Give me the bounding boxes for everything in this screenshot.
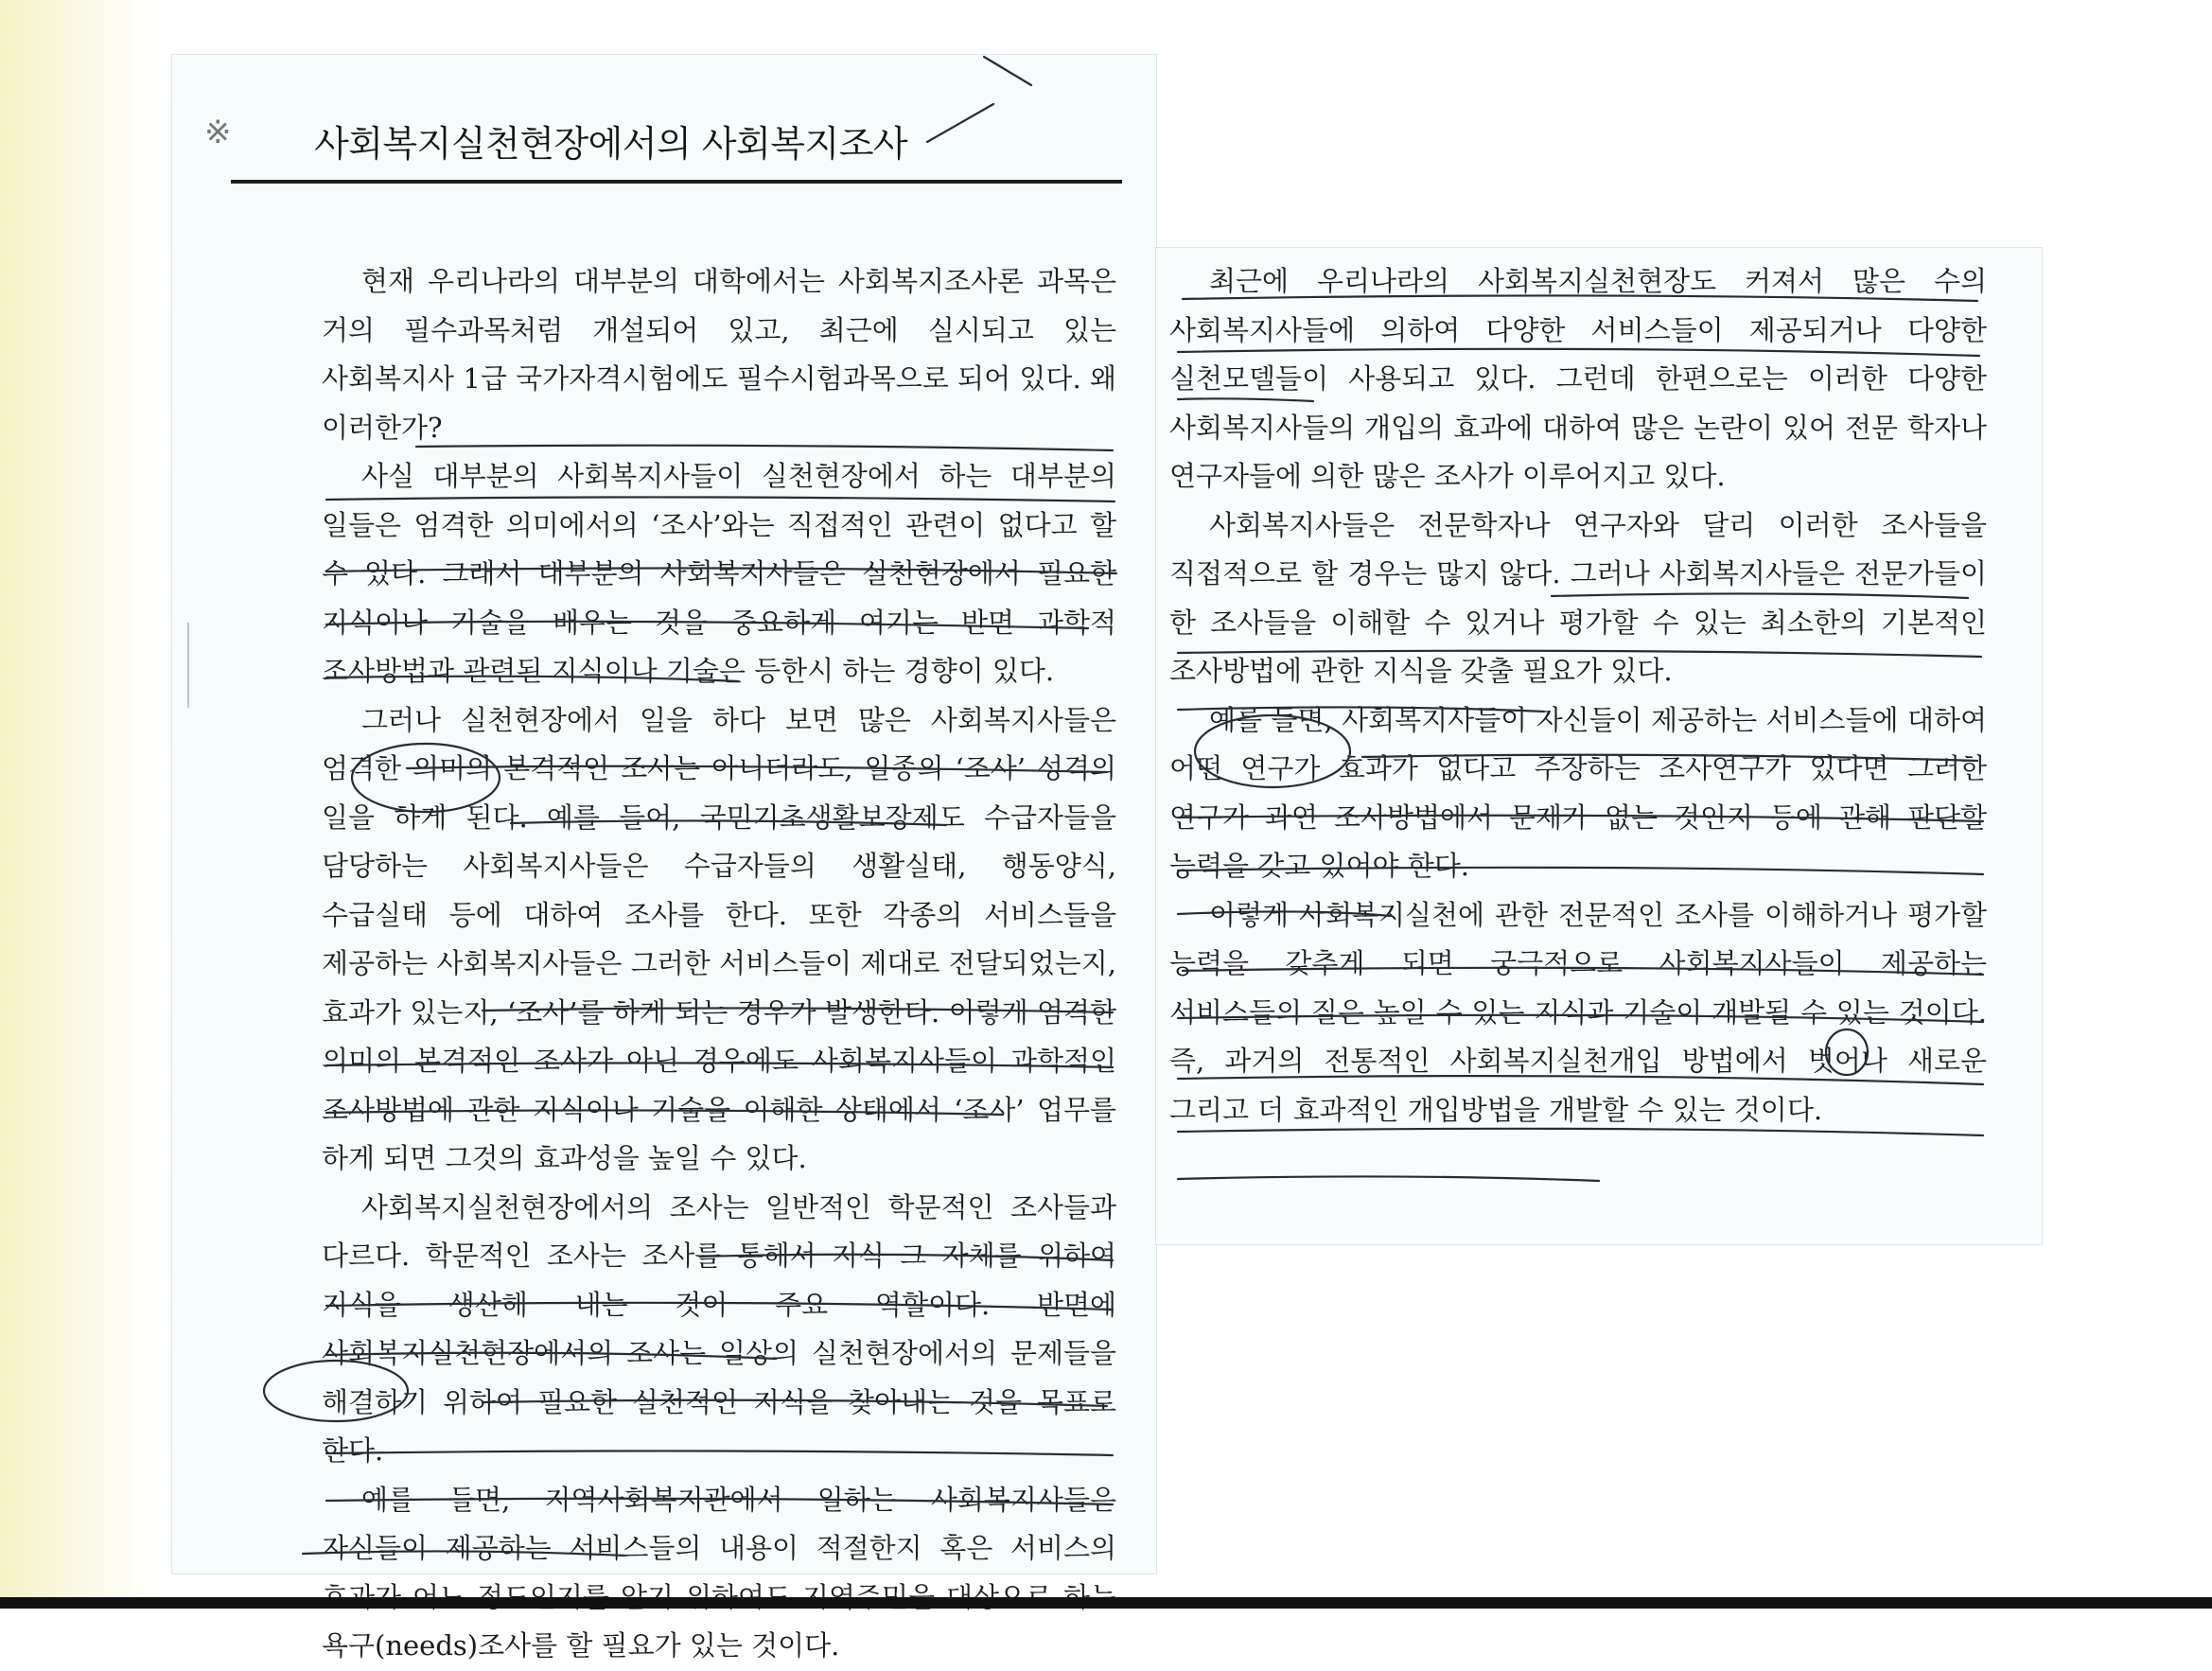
paragraph: 사실 대부분의 사회복지사들이 실천현장에서 하는 대부분의 일들은 엄격한 의미에서의 ‘조사’와는 직접적인 관련이 없다고 할 수 있다. 그래서 대부분의 사회복지사들은 실천현장에서 필요한 지식이나 기술을 배우는 것을 중요하게 여기는 반면 과학적 조사방법과 관련된 지식이나 기술은 등한시 하는 경향이 있다. — [322, 460, 1116, 687]
header-smudge-mark: ※ — [204, 114, 232, 151]
scanner-bottom-edge — [0, 1597, 2212, 1609]
paragraph: 사회복지사들은 전문학자나 연구자와 달리 이러한 조사들을 직접적으로 할 경우는 많지 않다. 그러나 사회복지사들은 전문가들이 한 조사들을 이해할 수 있거나 평가할 수 있는 최소한의 기본적인 조사방법에 관한 지식을 갖출 필요가 있다. — [1169, 508, 1987, 687]
page-header — [204, 110, 1122, 184]
paragraph: 최근에 우리나라의 사회복지실천현장도 커져서 많은 수의 사회복지사들에 의하여 다양한 서비스들이 제공되거나 다양한 실천모델들이 사용되고 있다. 그런데 한편으로는 이러한 다양한 사회복지사들의 개입의 효과에 대하여 많은 논란이 있어 전문 학자나 연구자들에 의한 많은 조사가 이루어지고 있다. — [1169, 265, 1987, 492]
left-text-column — [322, 257, 1116, 1671]
paragraph: 그러나 실천현장에서 일을 하다 보면 많은 사회복지사들은 엄격한 의미의 본격적인 조사는 아니더라도, 일종의 ‘조사’ 성격의 일을 하게 된다. 예를 들어, 국민기초생활보장제도 수급자들을 담당하는 사회복지사들은 수급자들의 생활실태, 행동양식, 수급실태 등에 대하여 조사를 한다. 또한 각종의 서비스들을 제공하는 사회복지사들은 그러한 서비스들이 제대로 전달되었는지, 효과가 있는지, ‘조사’를 하게 되는 경우가 발생한다. 이렇게 엄격한 의미의 본격적인 조사가 아닌 경우에도 사회복지사들이 과학적인 조사방법에 관한 지식이나 기술을 이해한 상태에서 ‘조사’ 업무를 하게 되면 그것의 효과성을 높일 수 있다. — [322, 703, 1116, 1174]
paragraph: 현재 우리나라의 대부분의 대학에서는 사회복지조사론 과목은 거의 필수과목처럼 개설되어 있고, 최근에 실시되고 있는 사회복지사 1급 국가자격시험에도 필수시험과목으로 되어 있다. 왜 이러한가? — [322, 265, 1116, 444]
paragraph: 예를 들면, 사회복지사들이 자신들이 제공하는 서비스들에 대하여 어떤 연구가 효과가 없다고 주장하는 조사연구가 있다면 그러한 연구가 과연 조사방법에서 문제가 없는 것인지 등에 관해 판단할 능력을 갖고 있어야 한다. — [1169, 703, 1987, 882]
paragraph: 사회복지실천현장에서의 조사는 일반적인 학문적인 조사들과 다르다. 학문적인 조사는 조사를 통해서 지식 그 자체를 위하여 지식을 생산해 내는 것이 주요 역할이다. 반면에 사회복지실천현장에서의 조사는 일상의 실천현장에서의 문제들을 해결하기 위하여 필요한 실천적인 지식을 찾아내는 것을 목표로 한다. — [322, 1190, 1116, 1467]
page-title: 사회복지실천현장에서의 사회복지조사 — [314, 123, 908, 165]
sheet-fold-mark — [187, 623, 189, 708]
right-text-column — [1169, 257, 1987, 1135]
paragraph: 이렇게 사회복지실천에 관한 전문적인 조사를 이해하거나 평가할 능력을 갖추게 되면 궁극적으로 사회복지사들이 제공하는 서비스들의 질은 높일 수 있는 지식과 기술이 개발될 수 있는 것이다. 즉, 과거의 전통적인 사회복지실천개입 방법에서 벗어나 새로운 그리고 더 효과적인 개입방법을 개발할 수 있는 것이다. — [1169, 898, 1987, 1126]
paragraph: 예를 들면, 지역사회복지관에서 일하는 사회복지사들은 자신들이 제공하는 서비스들의 내용이 적절한지 혹은 서비스의 욕구(needs)조사를 할 필요가 있는 것이다. — [322, 1483, 1116, 1662]
